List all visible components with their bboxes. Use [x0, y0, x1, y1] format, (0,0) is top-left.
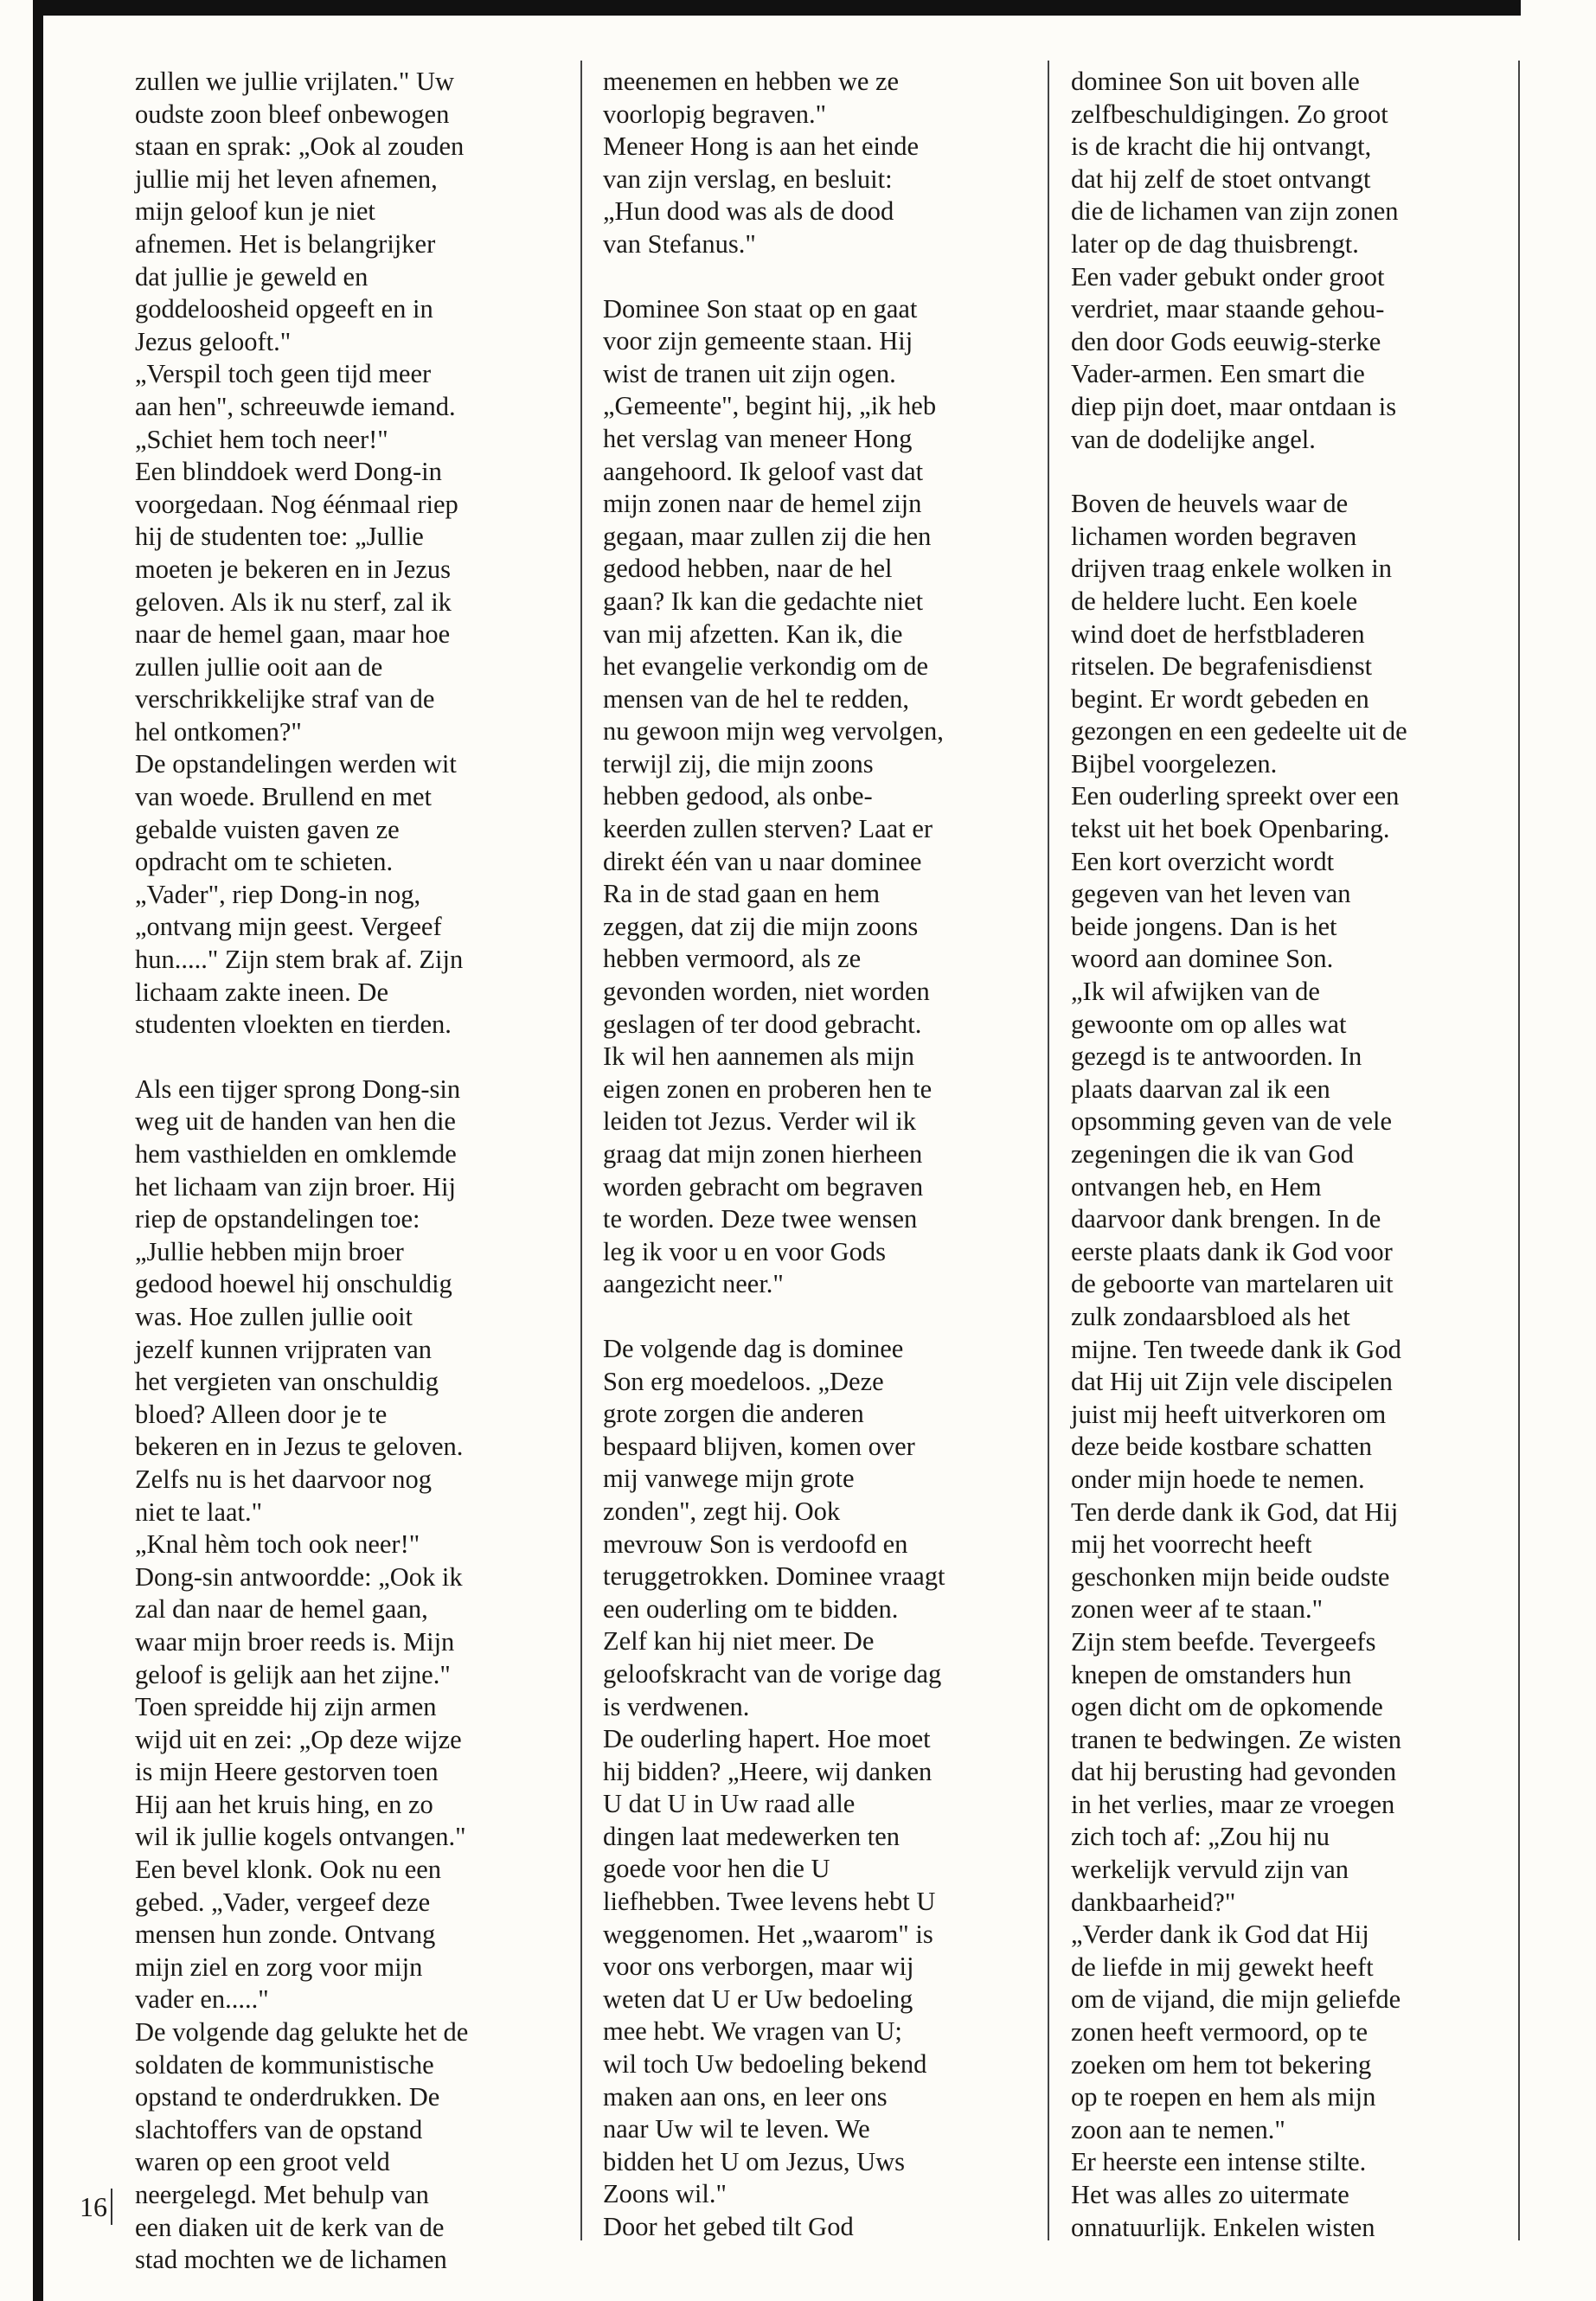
text-line: weten dat U er Uw bedoeling: [603, 1984, 913, 2014]
text-line: meenemen en hebben we ze: [603, 67, 900, 96]
paragraph-gap: [603, 261, 1035, 293]
text-line: lichaam zakte ineen. De: [135, 977, 388, 1007]
text-line: onder mijn hoede te nemen.: [1071, 1464, 1365, 1494]
text-line: De volgende dag is dominee: [603, 1333, 904, 1363]
text-line: hij de studenten toe: „Jullie: [135, 522, 424, 552]
text-line: zoon aan te nemen.": [1071, 2114, 1285, 2144]
text-line: Boven de heuvels waar de: [1071, 489, 1349, 519]
text-line: weggenomen. Het „waarom" is: [603, 1919, 933, 1949]
text-line: Een vader gebukt onder groot: [1071, 261, 1385, 292]
text-line: zulk zondaarsbloed als het: [1071, 1301, 1350, 1331]
page-number: 16: [80, 2191, 107, 2222]
text-line: lichamen worden begraven: [1071, 521, 1357, 551]
text-line: verschrikkelijke straf van de: [135, 684, 435, 715]
text-line: goede voor hen die U: [603, 1854, 830, 1884]
text-line: mevrouw Son is verdoofd en: [603, 1529, 908, 1559]
text-line: U dat U in Uw raad alle: [603, 1789, 856, 1819]
text-line: Zoons wil.": [603, 2179, 727, 2209]
text-line: naar Uw wil te leven. We: [603, 2114, 870, 2144]
text-line: Dong-sin antwoordde: „Ook ik: [135, 1561, 463, 1592]
text-line: leg ik voor u en voor Gods: [603, 1236, 886, 1266]
text-line: De opstandelingen werden wit: [135, 749, 457, 779]
text-line: onnatuurlijk. Enkelen wisten: [1071, 2212, 1375, 2242]
text-line: mijn ziel en zorg voor mijn: [135, 1952, 423, 1982]
text-line: voorgedaan. Nog éénmaal riep: [135, 489, 458, 519]
text-line: dat Hij uit Zijn vele discipelen: [1071, 1367, 1393, 1397]
text-line: zal dan naar de hemel gaan,: [135, 1594, 428, 1625]
text-line: Jezus gelooft.": [135, 326, 292, 356]
text-line: zullen jullie ooit aan de: [135, 651, 383, 682]
text-line: naar de hemel gaan, maar hoe: [135, 619, 451, 650]
text-line: „Schiet hem toch neer!": [135, 424, 388, 454]
text-line: opsomming geven van de vele: [1071, 1106, 1392, 1137]
text-line: dankbaarheid?": [1071, 1887, 1236, 1917]
text-line: deze beide kostbare schatten: [1071, 1432, 1373, 1462]
top-rule: [33, 0, 1521, 16]
text-line: zich toch af: „Zou hij nu: [1071, 1822, 1330, 1852]
text-line: geloven. Als ik nu sterf, zal ik: [135, 586, 452, 617]
text-line: mij het voorrecht heeft: [1071, 1529, 1312, 1560]
text-line: „Knal hèm toch ook neer!": [135, 1529, 420, 1560]
text-line: werkelijk vervuld zijn van: [1071, 1855, 1349, 1885]
text-line: hem vasthielden en omklemde: [135, 1139, 457, 1169]
text-line: Als een tijger sprong Dong-sin: [135, 1074, 461, 1104]
text-line: diep pijn doet, maar ontdaan is: [1071, 391, 1397, 421]
text-line: voorlopig begraven.": [603, 99, 827, 129]
text-line: gedood hebben, naar de hel: [603, 554, 893, 584]
text-line: „Verder dank ik God dat Hij: [1071, 1920, 1369, 1950]
paragraph-gap: [1071, 456, 1503, 488]
text-line: graag dat mijn zonen hierheen: [603, 1139, 923, 1169]
text-line: geloofskracht van de vorige dag: [603, 1658, 942, 1689]
text-line: jezelf kunnen vrijpraten van: [135, 1334, 432, 1364]
text-line: zonen heeft vermoord, op te: [1071, 2017, 1368, 2048]
text-line: gedood hoewel hij onschuldig: [135, 1269, 452, 1299]
text-line: Een blinddoek werd Dong-in: [135, 457, 442, 487]
text-line: vader en.....": [135, 1984, 269, 2015]
text-line: gebalde vuisten gaven ze: [135, 814, 400, 844]
text-line: mij vanwege mijn grote: [603, 1464, 855, 1494]
text-line: stad mochten we de lichamen: [135, 2245, 447, 2275]
text-line: de geboorte van martelaren uit: [1071, 1269, 1394, 1299]
text-line: gezongen en een gedeelte uit de: [1071, 716, 1407, 747]
text-line: tekst uit het boek Openbaring.: [1071, 814, 1390, 844]
text-line: opdracht om te schieten.: [135, 847, 394, 877]
text-line: jullie mij het leven afnemen,: [135, 163, 438, 194]
text-line: voor zijn gemeente staan. Hij: [603, 326, 913, 356]
text-line: zegeningen die ik van God: [1071, 1139, 1354, 1169]
text-line: wind doet de herfstbladeren: [1071, 619, 1365, 649]
text-line: staan en sprak: „Ook al zouden: [135, 131, 465, 162]
text-line: was. Hoe zullen jullie ooit: [135, 1301, 413, 1331]
text-line: Ten derde dank ik God, dat Hij: [1071, 1497, 1399, 1527]
text-line: bidden het U om Jezus, Uws: [603, 2146, 906, 2176]
text-line: bloed? Alleen door je te: [135, 1399, 388, 1429]
text-line: afnemen. Het is belangrijker: [135, 228, 436, 259]
text-line: wijd uit en zei: „Op deze wijze: [135, 1724, 462, 1754]
text-line: teruggetrokken. Dominee vraagt: [603, 1561, 945, 1592]
text-line: goddeloosheid opgeeft en in: [135, 294, 433, 324]
text-line: mensen hun zonde. Ontvang: [135, 1920, 436, 1950]
text-line: „Gemeente", begint hij, „ik heb: [603, 391, 937, 421]
text-line: zullen we jullie vrijlaten." Uw: [135, 67, 455, 96]
text-line: ontvangen heb, en Hem: [1071, 1171, 1322, 1202]
text-line: „Jullie hebben mijn broer: [135, 1236, 404, 1266]
text-line: „Hun dood was als de dood: [603, 196, 894, 227]
text-line: wil toch Uw bedoeling bekend: [603, 2049, 927, 2080]
text-line: Door het gebed tilt God: [603, 2212, 854, 2241]
text-line: Meneer Hong is aan het einde: [603, 131, 920, 162]
text-line: riep de opstandelingen toe:: [135, 1204, 420, 1234]
text-line: aangehoord. Ik geloof vast dat: [603, 456, 924, 486]
text-line: eerste plaats dank ik God voor: [1071, 1236, 1393, 1266]
text-line: Toen spreidde hij zijn armen: [135, 1692, 437, 1722]
text-line: gezegd is te antwoorden. In: [1071, 1042, 1362, 1072]
text-line: worden gebracht om begraven: [603, 1171, 924, 1202]
text-line: Ik wil hen aannemen als mijn: [603, 1042, 914, 1072]
text-line: hun....." Zijn stem brak af. Zijn: [135, 945, 464, 975]
text-line: moeten je bekeren en in Jezus: [135, 554, 452, 584]
text-line: is de kracht die hij ontvangt,: [1071, 131, 1372, 162]
text-line: „Verspil toch geen tijd meer: [135, 359, 432, 389]
text-line: aan hen", schreeuwde iemand.: [135, 391, 456, 421]
text-line: bekeren en in Jezus te geloven.: [135, 1432, 464, 1462]
text-line: is mijn Heere gestorven toen: [135, 1757, 439, 1787]
text-line: opstand te onderdrukken. De: [135, 2082, 440, 2112]
text-line: ritselen. De begrafenisdienst: [1071, 651, 1373, 682]
text-line: den door Gods eeuwig-sterke: [1071, 326, 1381, 356]
text-line: een diaken uit de kerk van de: [135, 2212, 445, 2242]
text-line: van zijn verslag, en besluit:: [603, 163, 893, 194]
text-line: Zelfs nu is het daarvoor nog: [135, 1464, 433, 1494]
text-line: op te roepen en hem als mijn: [1071, 2082, 1376, 2112]
text-line: Zelf kan hij niet meer. De: [603, 1626, 875, 1657]
text-line: begint. Er wordt gebeden en: [1071, 683, 1369, 714]
column-3: [1071, 66, 1503, 2244]
text-line: mensen van de hel te redden,: [603, 683, 909, 714]
text-line: Bijbel voorgelezen.: [1071, 748, 1278, 779]
text-line: leiden tot Jezus. Verder wil ik: [603, 1106, 916, 1137]
text-line: dingen laat medewerken ten: [603, 1821, 900, 1851]
text-line: Het was alles zo uitermate: [1071, 2180, 1349, 2209]
text-line: Er heerste een intense stilte.: [1071, 2147, 1367, 2177]
column-divider-3: [1518, 61, 1520, 2240]
text-line: verdriet, maar staande gehou-: [1071, 294, 1385, 324]
text-line: geschonken mijn beide oudste: [1071, 1561, 1390, 1592]
text-line: plaats daarvan zal ik een: [1071, 1074, 1330, 1104]
paragraph-gap: [135, 1042, 550, 1074]
text-line: beide jongens. Dan is het: [1071, 911, 1337, 941]
text-line: Een ouderling spreekt over een: [1071, 781, 1400, 811]
text-line: De ouderling hapert. Hoe moet: [603, 1724, 931, 1754]
text-line: van de dodelijke angel.: [1071, 424, 1316, 454]
text-line: slachtoffers van de opstand: [135, 2114, 423, 2144]
text-line: soldaten de kommunistische: [135, 2049, 434, 2080]
text-line: keerden zullen sterven? Laat er: [603, 814, 933, 844]
text-line: het lichaam van zijn broer. Hij: [135, 1171, 456, 1202]
text-line: voor ons verborgen, maar wij: [603, 1952, 914, 1982]
text-line: om de vijand, die mijn geliefde: [1071, 1984, 1401, 2015]
text-line: te worden. Deze twee wensen: [603, 1204, 918, 1234]
column-2: [603, 66, 1035, 2244]
text-line: is verdwenen.: [603, 1691, 750, 1721]
text-line: Dominee Son staat op en gaat: [603, 293, 918, 324]
text-line: die de lichamen van zijn zonen: [1071, 196, 1399, 227]
text-line: eigen zonen en proberen hen te: [603, 1074, 933, 1104]
text-line: later op de dag thuisbrengt.: [1071, 228, 1359, 259]
text-line: juist mij heeft uitverkoren om: [1071, 1399, 1387, 1429]
text-line: het evangelie verkondig om de: [603, 651, 929, 682]
text-line: van woede. Brullend en met: [135, 782, 433, 812]
text-line: niet te laat.": [135, 1497, 263, 1527]
text-line: Een bevel klonk. Ook nu een: [135, 1855, 442, 1885]
column-divider-2: [1048, 61, 1049, 2240]
text-line: bespaard blijven, komen over: [603, 1431, 915, 1461]
text-line: zoeken om hem tot bekering: [1071, 2049, 1372, 2080]
text-line: gegeven van het leven van: [1071, 879, 1351, 909]
text-line: waar mijn broer reeds is. Mijn: [135, 1626, 455, 1657]
text-line: zelfbeschuldigingen. Zo groot: [1071, 99, 1388, 129]
text-line: een ouderling om te bidden.: [603, 1593, 899, 1624]
text-line: „Ik wil afwijken van de: [1071, 977, 1320, 1007]
text-line: neergelegd. Met behulp van: [135, 2180, 429, 2209]
left-edge-rule: [33, 0, 43, 2301]
text-line: van Stefanus.": [603, 228, 756, 259]
text-line: de liefde in mij gewekt heeft: [1071, 1952, 1374, 1982]
text-line: dat jullie je geweld en: [135, 261, 369, 292]
text-line: studenten vloekten en tierden.: [135, 1009, 452, 1040]
text-line: oudste zoon bleef onbewogen: [135, 99, 450, 129]
text-line: hebben gedood, als onbe-: [603, 781, 873, 811]
text-line: maken aan ons, en leer ons: [603, 2081, 888, 2112]
text-line: geslagen of ter dood gebracht.: [603, 1009, 922, 1039]
text-line: de heldere lucht. Een koele: [1071, 586, 1358, 616]
text-line: nu gewoon mijn weg vervolgen,: [603, 716, 944, 747]
text-line: zeggen, dat zij die mijn zoons: [603, 911, 919, 941]
text-line: wist de tranen uit zijn ogen.: [603, 358, 896, 388]
text-line: hebben vermoord, als ze: [603, 944, 862, 974]
text-line: Ra in de stad gaan en hem: [603, 879, 881, 909]
text-line: De volgende dag gelukte het de: [135, 2017, 469, 2048]
text-line: van mij afzetten. Kan ik, die: [603, 619, 903, 649]
text-line: het verslag van meneer Hong: [603, 423, 913, 453]
text-line: Son erg moedeloos. „Deze: [603, 1366, 884, 1396]
text-line: mee hebt. We vragen van U;: [603, 2016, 902, 2047]
page-number-bar: [111, 2189, 112, 2225]
text-line: gevonden worden, niet worden: [603, 977, 930, 1007]
text-line: gegaan, maar zullen zij die hen: [603, 521, 932, 551]
text-line: Een kort overzicht wordt: [1071, 846, 1335, 876]
text-line: terwijl zij, die mijn zoons: [603, 748, 874, 779]
text-line: hel ontkomen?": [135, 716, 302, 747]
text-line: Hij aan het kruis hing, en zo: [135, 1789, 433, 1819]
text-line: waren op een groot veld: [135, 2147, 390, 2177]
text-line: drijven traag enkele wolken in: [1071, 554, 1392, 584]
text-line: aangezicht neer.": [603, 1269, 784, 1299]
paragraph-gap: [603, 1301, 1035, 1333]
column-1: [135, 66, 550, 2277]
text-line: zonen weer af te staan.": [1071, 1594, 1324, 1625]
text-line: dominee Son uit boven alle: [1071, 67, 1360, 96]
text-line: gaan? Ik kan die gedachte niet: [603, 586, 924, 616]
text-line: gewoonte om op alles wat: [1071, 1009, 1347, 1039]
text-line: ogen dicht om de opkomende: [1071, 1692, 1383, 1722]
text-line: daarvoor dank brengen. In de: [1071, 1204, 1381, 1234]
text-line: „Vader", riep Dong-in nog,: [135, 879, 421, 909]
text-line: wil ik jullie kogels ontvangen.": [135, 1822, 466, 1852]
text-line: grote zorgen die anderen: [603, 1399, 864, 1429]
text-line: zonden", zegt hij. Ook: [603, 1496, 841, 1526]
text-line: geloof is gelijk aan het zijne.": [135, 1659, 451, 1689]
text-line: in het verlies, maar ze vroegen: [1071, 1789, 1395, 1819]
text-line: knepen de omstanders hun: [1071, 1659, 1352, 1689]
text-line: gebed. „Vader, vergeef deze: [135, 1887, 431, 1917]
text-line: mijn zonen naar de hemel zijn: [603, 489, 922, 519]
text-line: het vergieten van onschuldig: [135, 1367, 439, 1397]
text-line: mijn geloof kun je niet: [135, 196, 375, 227]
text-line: woord aan dominee Son.: [1071, 944, 1334, 974]
text-line: dat hij zelf de stoet ontvangt: [1071, 163, 1371, 194]
text-line: tranen te bedwingen. Ze wisten: [1071, 1724, 1401, 1754]
text-line: hij bidden? „Heere, wij danken: [603, 1756, 933, 1786]
column-divider-1: [580, 61, 582, 2240]
text-line: „ontvang mijn geest. Vergeef: [135, 912, 442, 942]
text-line: weg uit de handen van hen die: [135, 1106, 456, 1137]
text-line: dat hij berusting had gevonden: [1071, 1757, 1397, 1787]
text-line: Zijn stem beefde. Tevergeefs: [1071, 1626, 1376, 1657]
text-line: mijne. Ten tweede dank ik God: [1071, 1334, 1401, 1364]
text-line: direkt één van u naar dominee: [603, 846, 922, 876]
text-line: liefhebben. Twee levens hebt U: [603, 1887, 936, 1917]
text-line: Vader-armen. Een smart die: [1071, 359, 1365, 389]
